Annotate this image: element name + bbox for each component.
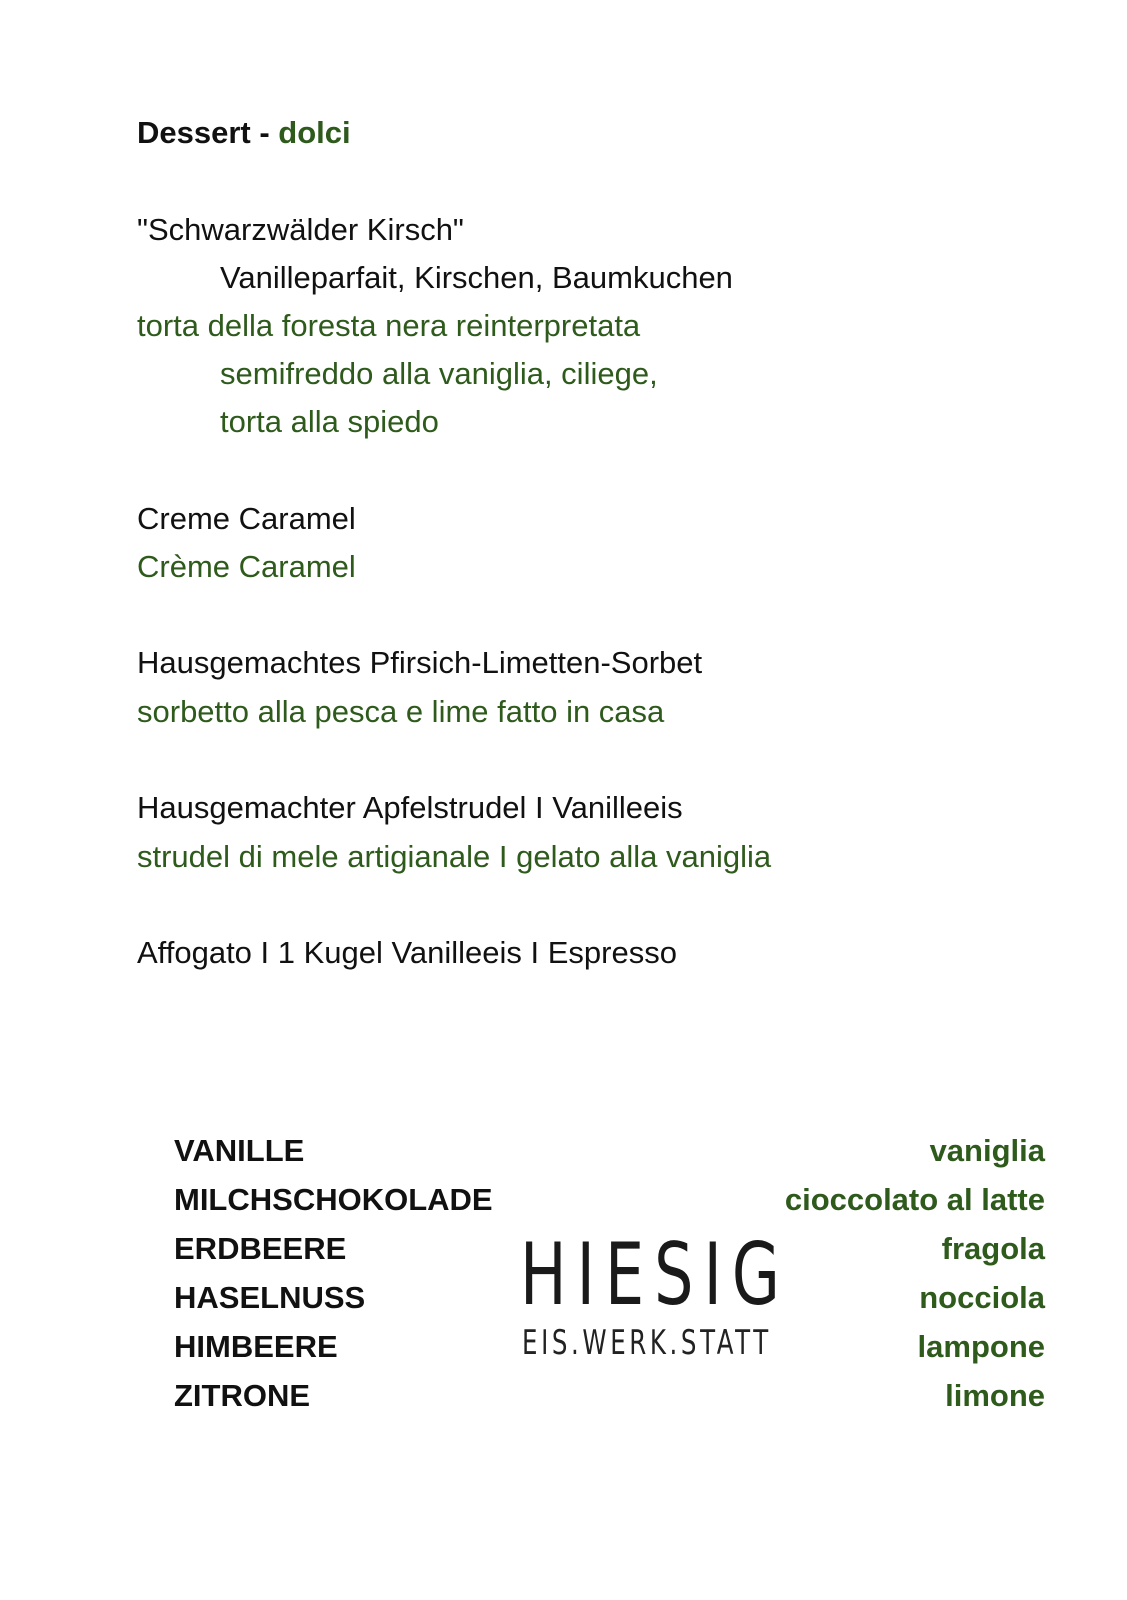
item-1-detail-de: Vanilleparfait, Kirschen, Baumkuchen xyxy=(220,260,733,295)
item-3-name-it: sorbetto alla pesca e lime fatto in casa xyxy=(137,694,665,729)
flavor-de: HIMBEERE xyxy=(174,1329,338,1364)
flavor-de: VANILLE xyxy=(174,1133,305,1168)
item-4-name-it: strudel di mele artigianale I gelato alla vaniglia xyxy=(137,839,772,874)
flavor-de: MILCHSCHOKOLADE xyxy=(174,1182,493,1217)
flavor-it: limone xyxy=(945,1378,1045,1413)
flavor-de: ERDBEERE xyxy=(174,1231,347,1266)
item-1-detail-it-2: torta alla spiedo xyxy=(220,404,439,439)
item-1-detail-it-1: semifreddo alla vaniglia, ciliege, xyxy=(220,356,658,391)
flavor-it: cioccolato al latte xyxy=(784,1182,1045,1217)
section-title-it: dolci xyxy=(278,115,351,150)
item-1-name-it: torta della foresta nera reinterpretata xyxy=(137,308,641,343)
item-3-name-de: Hausgemachtes Pfirsich-Limetten-Sorbet xyxy=(137,645,703,680)
flavor-de: HASELNUSS xyxy=(174,1280,366,1315)
flavor-list-de xyxy=(174,1126,493,1420)
item-4-name-de: Hausgemachter Apfelstrudel I Vanilleeis xyxy=(137,790,683,825)
item-5-name-de: Affogato I 1 Kugel Vanilleeis I Espresso xyxy=(137,935,677,970)
flavor-it: lampone xyxy=(917,1329,1045,1364)
item-2-name-it: Crème Caramel xyxy=(137,549,356,584)
section-title-de: Dessert - xyxy=(137,115,279,150)
flavor-list-it xyxy=(785,1126,1045,1420)
flavor-it: nocciola xyxy=(919,1280,1045,1315)
flavor-it: fragola xyxy=(941,1231,1045,1266)
section-title xyxy=(137,113,351,153)
logo-tagline: EIS.WERK.STATT xyxy=(522,1323,772,1363)
item-2-name-de: Creme Caramel xyxy=(137,501,356,536)
flavor-it: vaniglia xyxy=(929,1133,1045,1168)
flavor-de: ZITRONE xyxy=(174,1378,311,1413)
logo-wordmark: HIESIG xyxy=(520,1225,790,1325)
item-1-name-de: "Schwarzwälder Kirsch" xyxy=(137,212,464,247)
hiesig-logo xyxy=(520,1225,790,1370)
